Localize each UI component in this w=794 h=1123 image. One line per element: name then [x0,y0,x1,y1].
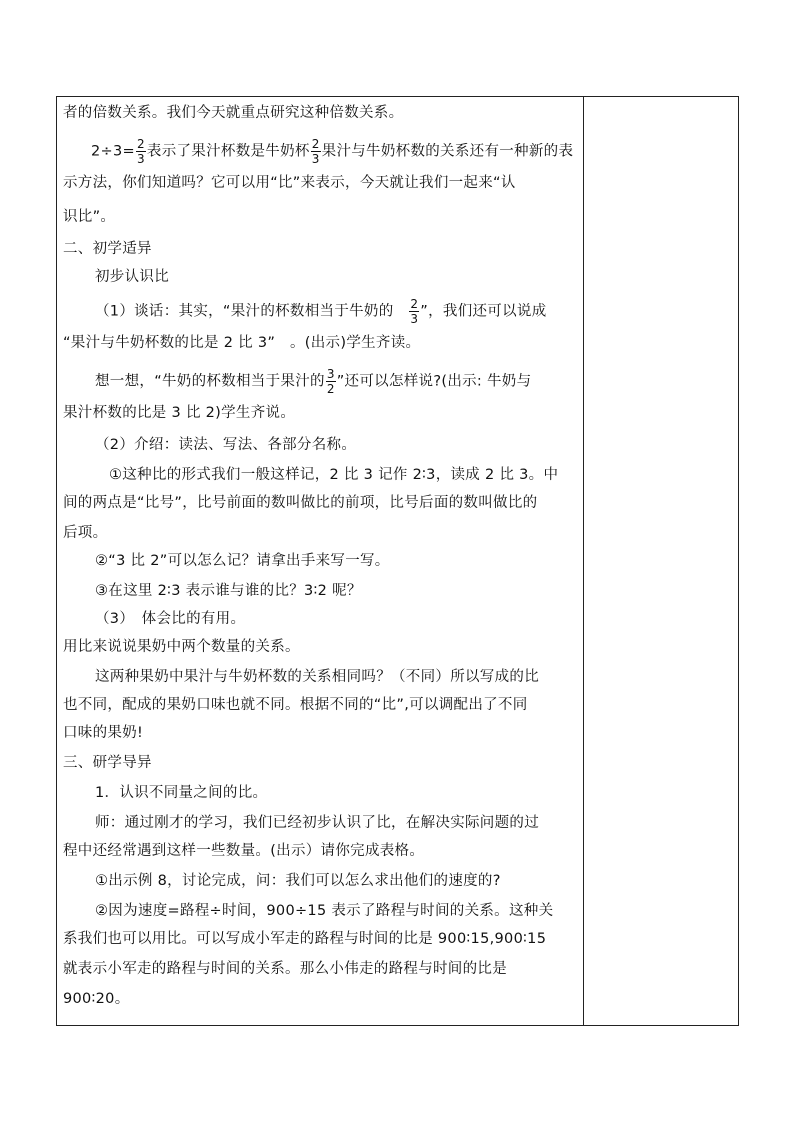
text-fragment: （1）谈话：其实，“果汁的杯数相当于牛奶的 [95,303,394,320]
text-line [95,367,531,396]
text-line: 间的两点是“比号”，比号前面的数叫做比的前项，比号后面的数叫做比的 [63,495,538,511]
text-line [95,297,547,326]
text-line: 后项。 [63,525,108,541]
fraction [136,137,146,166]
text-line: 900∶20。 [63,991,130,1007]
fraction-denominator: 3 [136,152,145,166]
text-fragment: ”还可以怎样说?(出示: 牛奶与 [336,373,532,390]
text-line: 口味的果奶! [63,725,144,741]
lesson-table [56,96,739,1026]
text-line: 程中还经常遇到这样一些数量。(出示）请你完成表格。 [63,843,425,859]
fraction-numerator: 2 [311,137,320,151]
text-line: 这两种果奶中果汁与牛奶杯数的关系相同吗？（不同）所以写成的比 [95,669,539,685]
text-line: 1．认识不同量之间的比。 [95,785,268,801]
text-fragment: 2÷3= [91,143,135,160]
text-line: ②“3 比 2”可以怎么记？请拿出手来写一写。 [95,553,390,569]
text-line: （3） 体会比的有用。 [95,611,246,627]
fraction-numerator: 2 [410,297,419,311]
text-line [91,137,573,166]
text-line: 系我们也可以用比。可以写成小军走的路程与时间的比是 900∶15,900∶15 [63,931,547,947]
text-line: 也不同，配成的果奶口味也就不同。根据不同的“比”,可以调配出了不同 [63,697,528,713]
text-fragment: 果汁与牛奶杯数的关系还有一种新的表 [321,143,574,160]
fraction [409,297,419,326]
text-line: 识比”。 [63,209,116,225]
column-divider [583,97,584,1025]
fraction [326,367,336,396]
text-fragment: 表示了果汁杯数是牛奶杯 [146,143,310,160]
text-line: 者的倍数关系。我们今天就重点研究这种倍数关系。 [63,105,404,121]
text-fragment: ”，我们还可以说成 [420,303,547,320]
text-line: “果汁与牛奶杯数的比是 2 比 3” 。(出示)学生齐读。 [63,335,421,351]
fraction [311,137,321,166]
text-line: （2）介绍：读法、写法、各部分名称。 [95,437,357,453]
text-fragment: 想一想，“牛奶的杯数相当于果汁的 [95,373,325,390]
text-line: ①出示例 8，讨论完成，问：我们可以怎么求出他们的速度的? [95,873,501,889]
text-line: 果汁杯数的比是 3 比 2)学生齐说。 [63,405,296,421]
fraction-numerator: 2 [136,137,145,151]
text-line: 师：通过刚才的学习，我们已经初步认识了比，在解决实际问题的过 [95,815,539,831]
text-line: 就表示小军走的路程与时间的关系。那么小伟走的路程与时间的比是 [63,961,507,977]
text-line: ②因为速度=路程÷时间，900÷15 表示了路程与时间的关系。这种关 [95,903,554,919]
section-heading: 三、研学导异 [63,755,152,771]
text-line: ③在这里 2∶3 表示谁与谁的比？3∶2 呢？ [95,583,362,599]
fraction-denominator: 2 [326,382,335,396]
text-line: 用比来说说果奶中两个数量的关系。 [63,639,300,655]
section-heading: 二、初学适异 [63,241,152,257]
fraction-denominator: 3 [311,152,320,166]
text-line: 示方法，你们知道吗？它可以用“比”来表示，今天就让我们一起来“认 [63,175,516,191]
fraction-numerator: 3 [326,367,335,381]
text-line: ①这种比的形式我们一般这样记，2 比 3 记作 2∶3，读成 2 比 3。中 [109,467,559,483]
fraction-denominator: 3 [410,312,419,326]
subsection-heading: 初步认识比 [95,269,169,285]
